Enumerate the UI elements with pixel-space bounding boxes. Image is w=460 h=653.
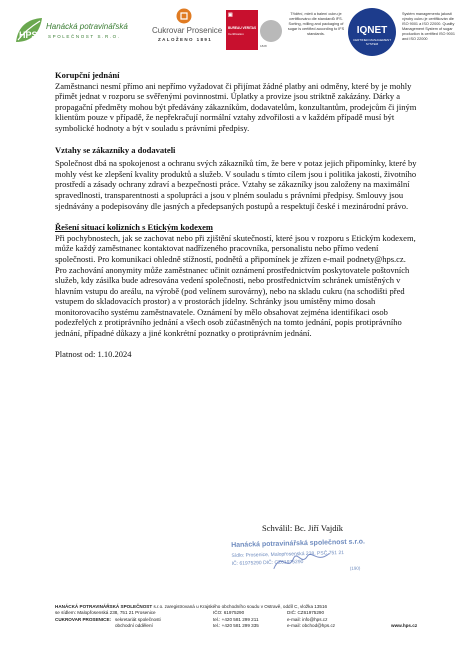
footer-tel-2: tel.: +420 581 299 335	[213, 623, 259, 629]
stamp-line-seat: Sídlo: Prosenice, Malopřosenská 238, PSČ 751 21	[231, 550, 345, 559]
footer-ck-label: CUKROVAR PROSENICE:	[55, 616, 112, 622]
iqnet-sub: CERTIFIED MANAGEMENT SYSTEM	[352, 38, 392, 46]
cukrovar-emblem-icon	[176, 8, 192, 24]
footer-ico: IČO: 61975290	[213, 610, 245, 616]
footer-company-rest: s.r.o. zaregistrovaná u Krajského obchodního soudu v Ostravě, oddíl C, vložka 13516	[153, 604, 328, 609]
footer-seat: se sídlem: Malopřosenská 238, 751 21 Prosenice	[55, 610, 156, 616]
bureau-veritas-badge: ▣ BUREAU VERITAS Certification	[226, 10, 258, 50]
stamp-line-ids: IČ: 61975290 DIČ: CZ61975290	[231, 559, 304, 567]
hps-logo-sub: SPOLEČNOST S.R.O.	[48, 34, 121, 39]
footer-email-2: e-mail: obchod@hps.cz	[287, 623, 336, 629]
document-body	[55, 70, 417, 359]
cukrovar-logo-sub: ZALOŽENO 1891	[158, 37, 213, 42]
footer-website: www.hps.cz	[391, 623, 418, 629]
footer-company: HANÁCKÁ POTRAVINÁŘSKÁ SPOLEČNOST	[55, 604, 153, 609]
section-paragraph-corruption: Zaměstnanci nesmí přímo ani nepřímo vyžadovat či přijímat žádné platby ani odměny, které by je mohly přimět jednat v rozporu se svěřenými povinnostmi. Úplatky a provize jsou striktně zakázány. Dárky a propagační předměty mohou být předávány zákazníkům, dodavatelům, konzultantům, prodejcům či jiným klientům pouze v případě, že nepřekračují normální vztahy zdvořilosti a v každém případě musí být symbolické hodnoty a být v souladu s právními předpisy.	[55, 80, 417, 133]
handwritten-signature	[271, 545, 332, 577]
validity-date: Platnost od: 1.10.2024	[55, 348, 132, 359]
bureau-veritas-logo	[226, 10, 282, 50]
ifs-certification-note: Třídění, mletí a balení cukru je certifikováno dle standardů IFS. Sorting, milling and packaging of sugar is certified according to IFS standards.	[287, 12, 345, 36]
company-stamp	[231, 538, 383, 614]
footer-dic: DIČ: CZ61975290	[287, 610, 325, 616]
iqnet-label: IQNET	[356, 25, 388, 36]
footer-tel-1: tel.: +420 581 299 211	[213, 616, 259, 622]
bureau-veritas-seal-icon	[260, 20, 282, 42]
section-paragraph-ethics: Při pochybnostech, jak se zachovat nebo při zjištění skutečností, které jsou v rozporu s Etickým kodexem, může každý zaměstnanec kontaktovat nadřízeného pracovníka, personalistu nebo přímo vedení společnosti. Pro komunikaci ohledně stížností, podnětů a připomínek je zřízen e-mail podnety@hps.cz. Pro zachování anonymity může zaměstnanec učinit oznámení prostřednictvím poskytovatele poštovních služeb, kdy zásilka bude adresována vedení společnosti, nebo prostřednictvím schránek umístěných v hlavním vstupu do areálu, na výrobě (pod velínem surovárny), nebo na skladu cukru (na schodišti před vstupem do skladovacích prostor) a v prostorách jídelny. Schránky jsou umístěny mimo dosah monitorovacího systému zaměstnavatele. Oznámení by mělo obsahovat zejména identifikaci osob podezřelých z protiprávního jednání a všech osob zúčastněných na tomto jednání, popis protiprávního jednání, případné důkazy a jiné konkrétní poznatky o protiprávním jednání.	[55, 232, 416, 339]
iso-certification-note: Systém managementu jakosti výroby cukru je certifikován dle ISO 9001 a ISO 22000. Quality Management System of sugar production is certified ISO 9001 and ISO 22000	[402, 12, 455, 41]
bureau-veritas-year: 1828	[260, 44, 267, 48]
bureau-veritas-name: BUREAU VERITAS	[228, 26, 257, 30]
section-heading-ethics: Řešení situací kolizních s Etickým kodexem	[55, 222, 213, 233]
section-heading-customers: Vztahy se zákazníky a dodavateli	[55, 144, 176, 155]
section-paragraph-customers: Společnost dbá na spokojenost a ochranu svých zákazníků tím, že bere v potaz jejich připomínky, které by mohly vést ke zlepšení kvality produktů a služeb. V souladu s tímto cílem jsou i politika jakosti, životního prostředí a zásady ochrany zdraví a bezpečnosti práce. Vztahy se zákazníky jsou založeny na maximální spravedlnosti, transparentnosti a spolupráci a jsou v plném souladu s právními předpisy. Smlouvy jsou sjednávány a podepisovány dle jasných a předepsaných postupů a respektují české i mezinárodní právo.	[55, 158, 417, 211]
footer-sales: obchodní oddělení	[115, 623, 153, 629]
hps-logo-name: Hanácká potravinářská	[46, 22, 128, 31]
footer-secretariat: sekretariát společnosti	[115, 616, 161, 622]
cukrovar-logo-name: Cukrovar Prosenice	[152, 26, 223, 35]
stamp-line-number: (190)	[349, 565, 361, 571]
footer-email-1: e-mail: info@hps.cz	[287, 616, 328, 622]
hps-logo	[14, 16, 144, 46]
section-heading-corruption: Korupční jednání	[55, 70, 120, 80]
iqnet-logo	[348, 8, 396, 56]
hps-mark-text: HPS	[19, 30, 38, 40]
hps-leaf-icon	[14, 16, 44, 46]
cukrovar-logo	[152, 8, 222, 50]
bureau-veritas-cert: Certification	[228, 32, 244, 36]
letterhead	[0, 0, 460, 62]
approved-by: Schválil: Bc. Jiří Vajdík	[262, 523, 344, 533]
stamp-line-company: Hanácká potravinářská společnost s.r.o.	[231, 538, 366, 549]
